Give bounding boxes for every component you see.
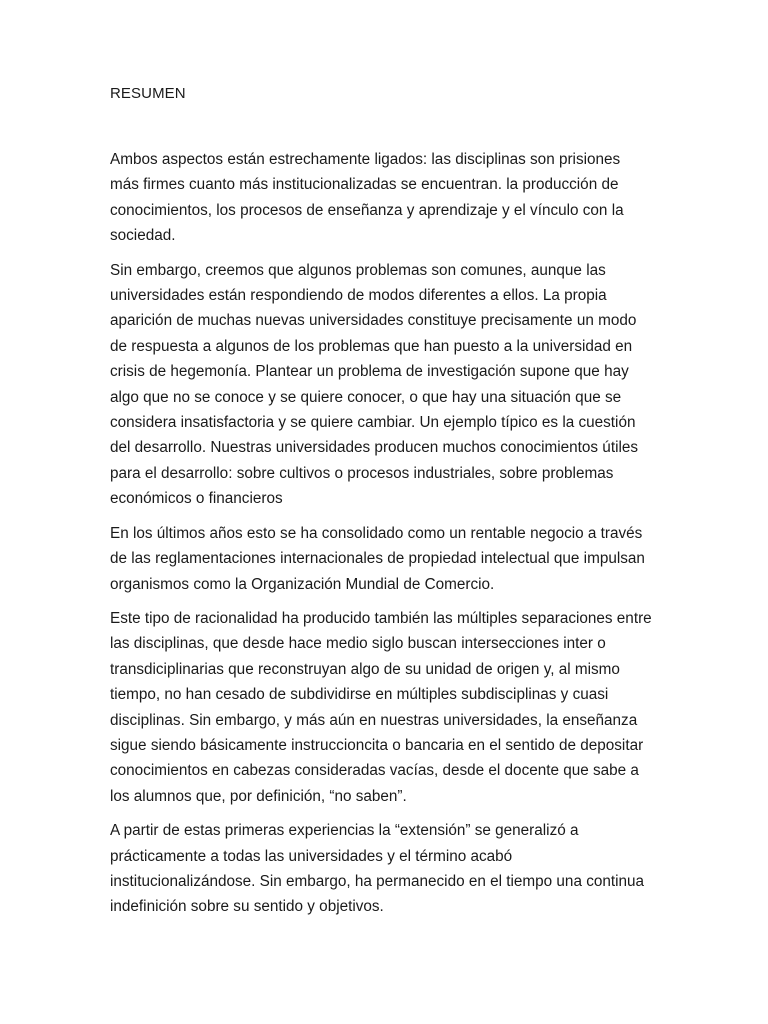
text-line: aparición de muchas nuevas universidades constituye precisamente un modo — [110, 312, 637, 330]
text-line: los alumnos que, por definición, “no saben”. — [110, 787, 407, 805]
text-line: más firmes cuanto más institucionalizadas se encuentran. la producción de — [110, 176, 619, 194]
paragraph-3 — [110, 521, 662, 597]
text-line: organismos como la Organización Mundial de Comercio. — [110, 575, 495, 593]
text-line: universidades están respondiendo de modos diferentes a ellos. La propia — [110, 287, 607, 305]
text-line: crisis de hegemonía. Plantear un problema de investigación supone que hay — [110, 363, 629, 381]
text-line: económicos o financieros — [110, 490, 283, 508]
paragraph-2 — [110, 258, 662, 512]
text-line: algo que no se conoce y se quiere conocer, o que hay una situación que se — [110, 388, 622, 406]
text-line: tiempo, no han cesado de subdividirse en múltiples subdisciplinas y cuasi — [110, 686, 609, 704]
text-line: de respuesta a algunos de los problemas que han puesto a la universidad en — [110, 337, 633, 355]
text-line: Ambos aspectos están estrechamente ligados: las disciplinas son prisiones — [110, 151, 621, 168]
text-line: para el desarrollo: sobre cultivos o procesos industriales, sobre problemas — [110, 464, 614, 482]
text-line: institucionalizándose. Sin embargo, ha permanecido en el tiempo una continua — [110, 872, 645, 890]
text-line: del desarrollo. Nuestras universidades producen muchos conocimientos útiles — [110, 439, 639, 457]
text-line: prácticamente a todas las universidades y el término acabó — [110, 847, 513, 865]
text-line: las disciplinas, que desde hace medio siglo buscan intersecciones inter o — [110, 635, 606, 653]
text-line: A partir de estas primeras experiencias la “extensión” se generalizó a — [110, 822, 579, 840]
paragraph-4 — [110, 606, 662, 809]
text-line: indefinición sobre su sentido y objetivos. — [110, 898, 384, 916]
text-line: sociedad. — [110, 227, 176, 245]
paragraph-1 — [110, 147, 662, 249]
document-page — [110, 84, 662, 929]
text-line: sigue siendo básicamente instruccioncita o bancaria en el sentido de depositar — [110, 736, 644, 754]
text-line: transdiciplinarias que reconstruyan algo de su unidad de origen y, al mismo — [110, 660, 620, 678]
text-line: En los últimos años esto se ha consolidado como un rentable negocio a través — [110, 524, 643, 542]
text-line: disciplinas. Sin embargo, y más aún en nuestras universidades, la enseñanza — [110, 711, 638, 729]
paragraph-5 — [110, 818, 662, 920]
text-line: conocimientos en cabezas consideradas vacías, desde el docente que sabe a — [110, 762, 639, 780]
document-heading: RESUMEN — [110, 85, 186, 102]
text-line: Sin embargo, creemos que algunos problemas son comunes, aunque las — [110, 261, 606, 279]
text-line: considera insatisfactoria y se quiere cambiar. Un ejemplo típico es la cuestión — [110, 414, 636, 432]
text-line: conocimientos, los procesos de enseñanza y aprendizaje y el vínculo con la — [110, 201, 624, 219]
text-line: de las reglamentaciones internacionales de propiedad intelectual que impulsan — [110, 550, 645, 568]
text-line: Este tipo de racionalidad ha producido también las múltiples separaciones entre — [110, 609, 652, 627]
